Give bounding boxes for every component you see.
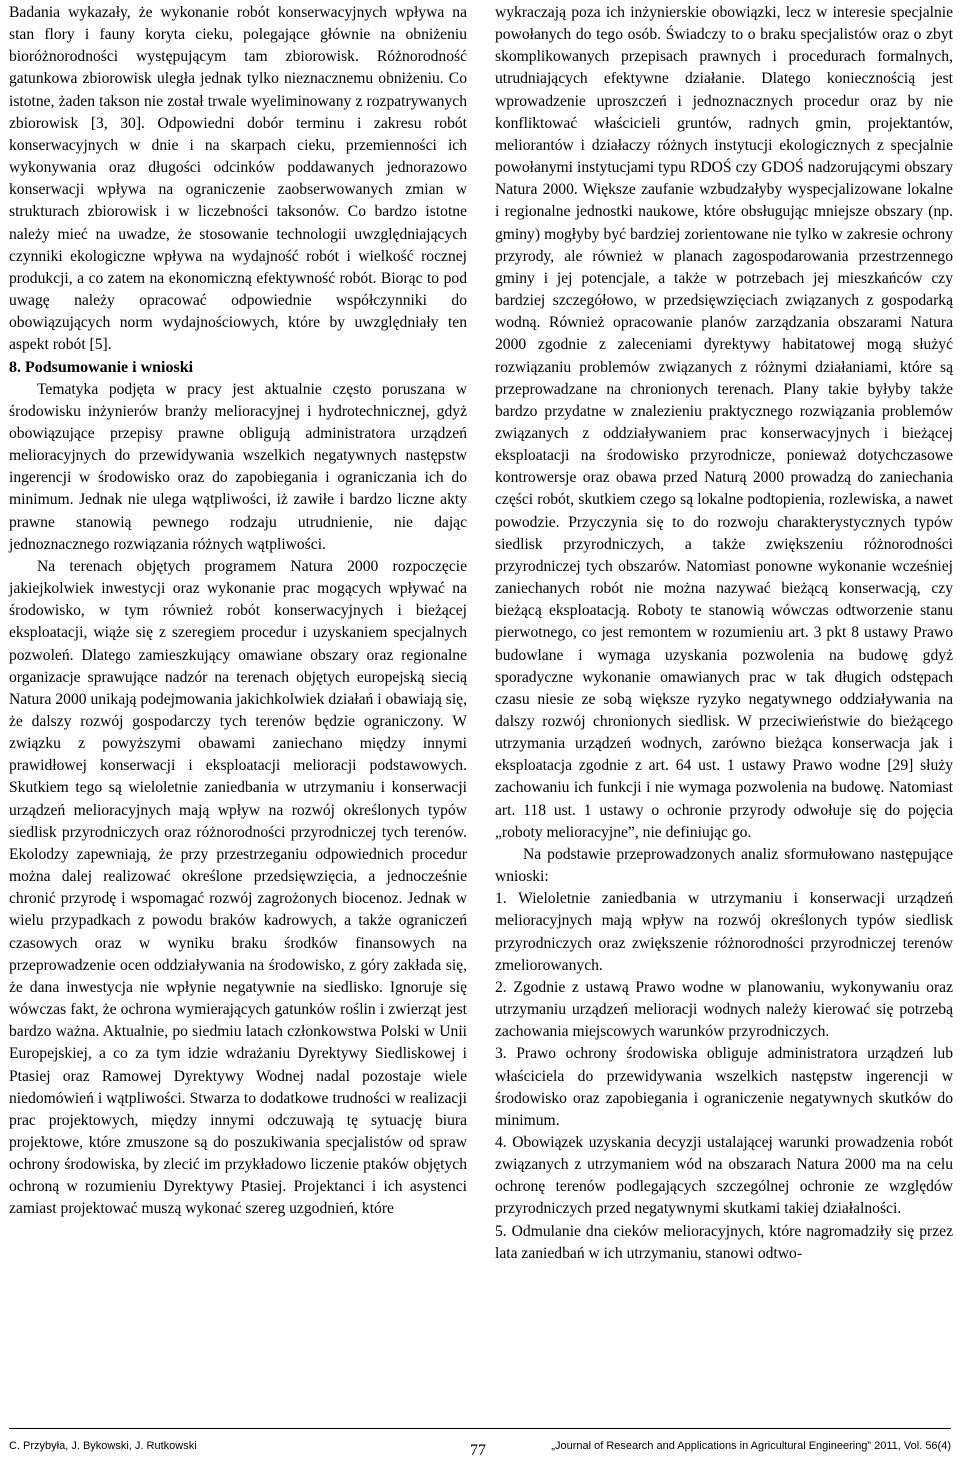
conclusion-item: 3. Prawo ochrony środowiska obliguje administratora urządzeń lub właściciela do przewidywania wszelkich następstw ingerencji w środowisko oraz zapobiegania i ograniczenie negatywnych skutków do minimum. — [495, 1045, 953, 1129]
conclusion-item: 4. Obowiązek uzyskania decyzji ustalającej warunki prowadzenia robót związanych z utrzymaniem wód na obszarach Natura 2000 ma na celu ochronę terenów podlegających szczególnej ochronie ze względów przyrodniczych przed negatywnymi skutkami takiej działalności. — [495, 1133, 953, 1218]
paragraph: Tematyka podjęta w pracy jest aktualnie często poruszana w środowisku inżynierów branży melioracyjnej i hydrotechnicznej, gdyż obowiązujące przepisy prawne obligują administratora urządzeń melioracyjnych do przewidywania wszelkich negatywnych następstw ingerencji w środowisko oraz do zapobiegania i ograniczania ich do minimum. Jednak nie ulega wątpliwości, iż zawiłe i bardzo liczne akty prawne stanowią pewnego rodzaju utrudnienie, nie dając jednoznacznego rozwiązania różnych wątpliwości. — [9, 380, 467, 553]
page-number: 77 — [470, 1442, 486, 1459]
paragraph: Na podstawie przeprowadzonych analiz sformułowano następujące wnioski: — [495, 845, 953, 886]
conclusion-item: 1. Wieloletnie zaniedbania w utrzymaniu i konserwacji urządzeń melioracyjnych mają wpływ na rozwój określonych typów siedlisk przyrodniczych oraz zwiększenie różnorodności przyrodniczej terenów zmeliorowanych. — [495, 890, 953, 974]
paragraph: Badania wykazały, że wykonanie robót konserwacyjnych wpływa na stan flory i fauny koryta cieku, polegające głównie na obniżeniu bioróżnorodności występującym tam zbiorowisk. Różnorodność gatunkowa zbiorowisk uległa jednak tylko nieznacznemu obniżeniu. Co istotne, żaden takson nie został trwale wyeliminowany z rozpatrywanych zbiorowisk [3, 30]. Odpowiedni dobór terminu i zakresu robót konserwacyjnych w dnie i na skarpach cieku, przemienności ich wykonywania oraz długości odcinków poddawanych jednorazowo konserwacji wpływa na ograniczenie zaobserwowanych zmian w strukturach zbiorowisk i w liczebności taksonów. Co bardzo istotne należy mieć na uwadze, że stosowanie technologii uwzględniających czynniki ekologiczne wpływa na wydajność robót i wielkość rocznej produkcji, a co zatem na ekonomiczną efektywność robót. Biorąc to pod uwagę należy opracować odpowiednie współczynniki do obowiązujących norm wydajnościowych, które by uwzględniały ten aspekt robót [5]. — [9, 4, 467, 354]
conclusion-item: 5. Odmulanie dna cieków melioracyjnych, które nagromadziły się przez lata zaniedbań w ich utrzymaniu, stanowi odtwo- — [495, 1222, 953, 1262]
right-column — [495, 2, 953, 1265]
paragraph: Na terenach objętych programem Natura 2000 rozpoczęcie jakiejkolwiek inwestycji oraz wykonanie prac mogących wpływać na środowisko, w tym również robót konserwacyjnych i bieżącej eksploatacji, wiąże się z szeregiem procedur i uzyskaniem specjalnych pozwoleń. Dlatego zamieszkujący omawiane obszary oraz regionalne organizacje sprawujące nadzór na terenach objętych europejską siecią Natura 2000 unikają podejmowania jakichkolwiek działań i obawiają się, że dalszy rozwój gospodarczy tych terenów będzie ograniczony. W związku z powyższymi obawami zaniechano między innymi prawidłowej konserwacji i eksploatacji melioracji podstawowych. Skutkiem tego są wieloletnie zaniedbania w utrzymaniu i konserwacji urządzeń melioracyjnych mają wpływ na rozwój określonych typów siedlisk przyrodniczych oraz różnorodności przyrodniczej tych terenów. Ekolodzy zapewniają, że przy przestrzeganiu odpowiednich procedur można dalej realizować określone przedsięwzięcia, a jednocześnie chronić przyrodę i wspomagać rozwój zagrożonych biocenoz. Jednak w wielu przypadkach z powodu braków kadrowych, a także ograniczeń czasowych oraz w wyniku braku środków finansowych na przeprowadzenie ocen oddziaływania na środowisko, z góry zakłada się, że dana inwestycja nie wpłynie negatywnie na siedlisko. Ignoruje się wówczas fakt, że ochrona wymierających gatunków roślin i zwierząt jest bardzo ważna. Aktualnie, po siedmiu latach członkowstwa Polski w Unii Europejskiej, a co za tym idzie wdrażaniu Dyrektywy Siedliskowej i Ptasiej oraz Ramowej Dyrektywy Wodnej nadal pozostaje wiele niedomówień i wątpliwości. Stwarza to dodatkowe trudności w realizacji prac projektowych, między innymi odczuwają tę sytuację biura projektowe, które zmuszone są do poszukiwania specjalistów od spraw ochrony środowiska, by zlecić im przykładowo liczenie ptaków objętych ochroną w rozumieniu Dyrektywy Ptasiej. Projektanci i ich asystenci zamiast projektować muszą wykonać szereg uzgodnień, które — [9, 557, 467, 1218]
left-column — [9, 2, 467, 1221]
section-heading: 8. Podsumowanie i wnioski — [9, 358, 194, 376]
page-footer — [0, 1428, 960, 1462]
footer-journal: „Journal of Research and Applications in Agricultural Engineering” 2011, Vol. 56(4) — [551, 1440, 951, 1452]
conclusion-item: 2. Zgodnie z ustawą Prawo wodne w planowaniu, wykonywaniu oraz utrzymaniu urządzeń melioracji wodnych należy kierować się potrzebą zachowania miejscowych warunków przyrodniczych. — [495, 978, 953, 1041]
footer-authors: C. Przybyła, J. Bykowski, J. Rutkowski — [9, 1440, 197, 1452]
paragraph: wykraczają poza ich inżynierskie obowiązki, lecz w interesie specjalnie powołanych do tego osób. Świadczy to o braku specjalistów oraz o zbyt skomplikowanych przepisach prawnych i procedurach formalnych, utrudniających efektywne działanie. Dlatego koniecznością jest wprowadzenie uproszczeń i jednoznacznych procedur oraz by nie konfliktować właścicieli gruntów, radnych gmin, projektantów, meliorantów i działaczy różnych instytucji ekologicznych z specjalnie powołanymi instytucjami typu RDOŚ czy GDOŚ nadzorującymi obszary Natura 2000. Większe zaufanie wzbudzałyby wyspecjalizowane lokalne i regionalne jednostki naukowe, które obsługując mniejsze obszary (np. gminy) mogłyby być bardziej zorientowane nie tylko w zakresie ochrony przyrody, ale również w planach zagospodarowania przestrzennego gminy i jej potencjale, a także w potrzebach jej mieszkańców czy bardziej szczegółowo, w przedsięwzięciach związanych z gospodarką wodną. Również opracowanie planów zarządzania obszarami Natura 2000 zgodnie z zaleceniami dyrektywy habitatowej mogą służyć rozwiązaniu problemów związanych z różnymi działaniami, które są przeprowadzane na chronionych terenach. Plany takie byłyby także bardzo przydatne w znalezieniu praktycznego rozwiązania problemów związanych z oddziaływaniem prac konserwacyjnych i bieżącej eksploatacji na środowisko przyrodnicze, ponieważ dotychczasowe kontrowersje oraz obawa przed Naturą 2000 prowadzą do zaniechania części robót, skutkiem czego są lokalne podtopienia, rozlewiska, a nawet powodzie. Przyczynia się to do rozwoju charakterystycznych typów siedlisk przyrodniczych, a także zwiększeniu różnorodności przyrodniczej tych obszarów. Natomiast ponowne wykonanie wcześniej zaniechanych robót nie można nazywać bieżącą konserwacją, czy bieżącą eksploatacją. Roboty te stanowią wówczas odtworzenie stanu pierwotnego, co jest remontem w rozumieniu art. 3 pkt 8 ustawy Prawo budowlane i wymaga uzyskania pozwolenia na budowę gdyż sporadyczne wykonanie omawianych prac w tak długich odstępach czasu niesie ze sobą większe ryzyko negatywnego oddziaływania na dalszy rozwój chronionych siedlisk. W przeciwieństwie do bieżącego utrzymania urządzeń wodnych, zarówno bieżąca konserwacja jak i eksploatacja zgodnie z art. 64 ust. 1 ustawy Prawo wodne [29] służy zachowaniu ich funkcji i nie wymaga pozwolenia na budowę. Natomiast art. 118 ust. 1 ustawy o ochronie przyrody odwołuje się do pojęcia „roboty melioracyjne”, nie definiując go. — [495, 4, 953, 841]
footer-divider — [9, 1428, 951, 1429]
